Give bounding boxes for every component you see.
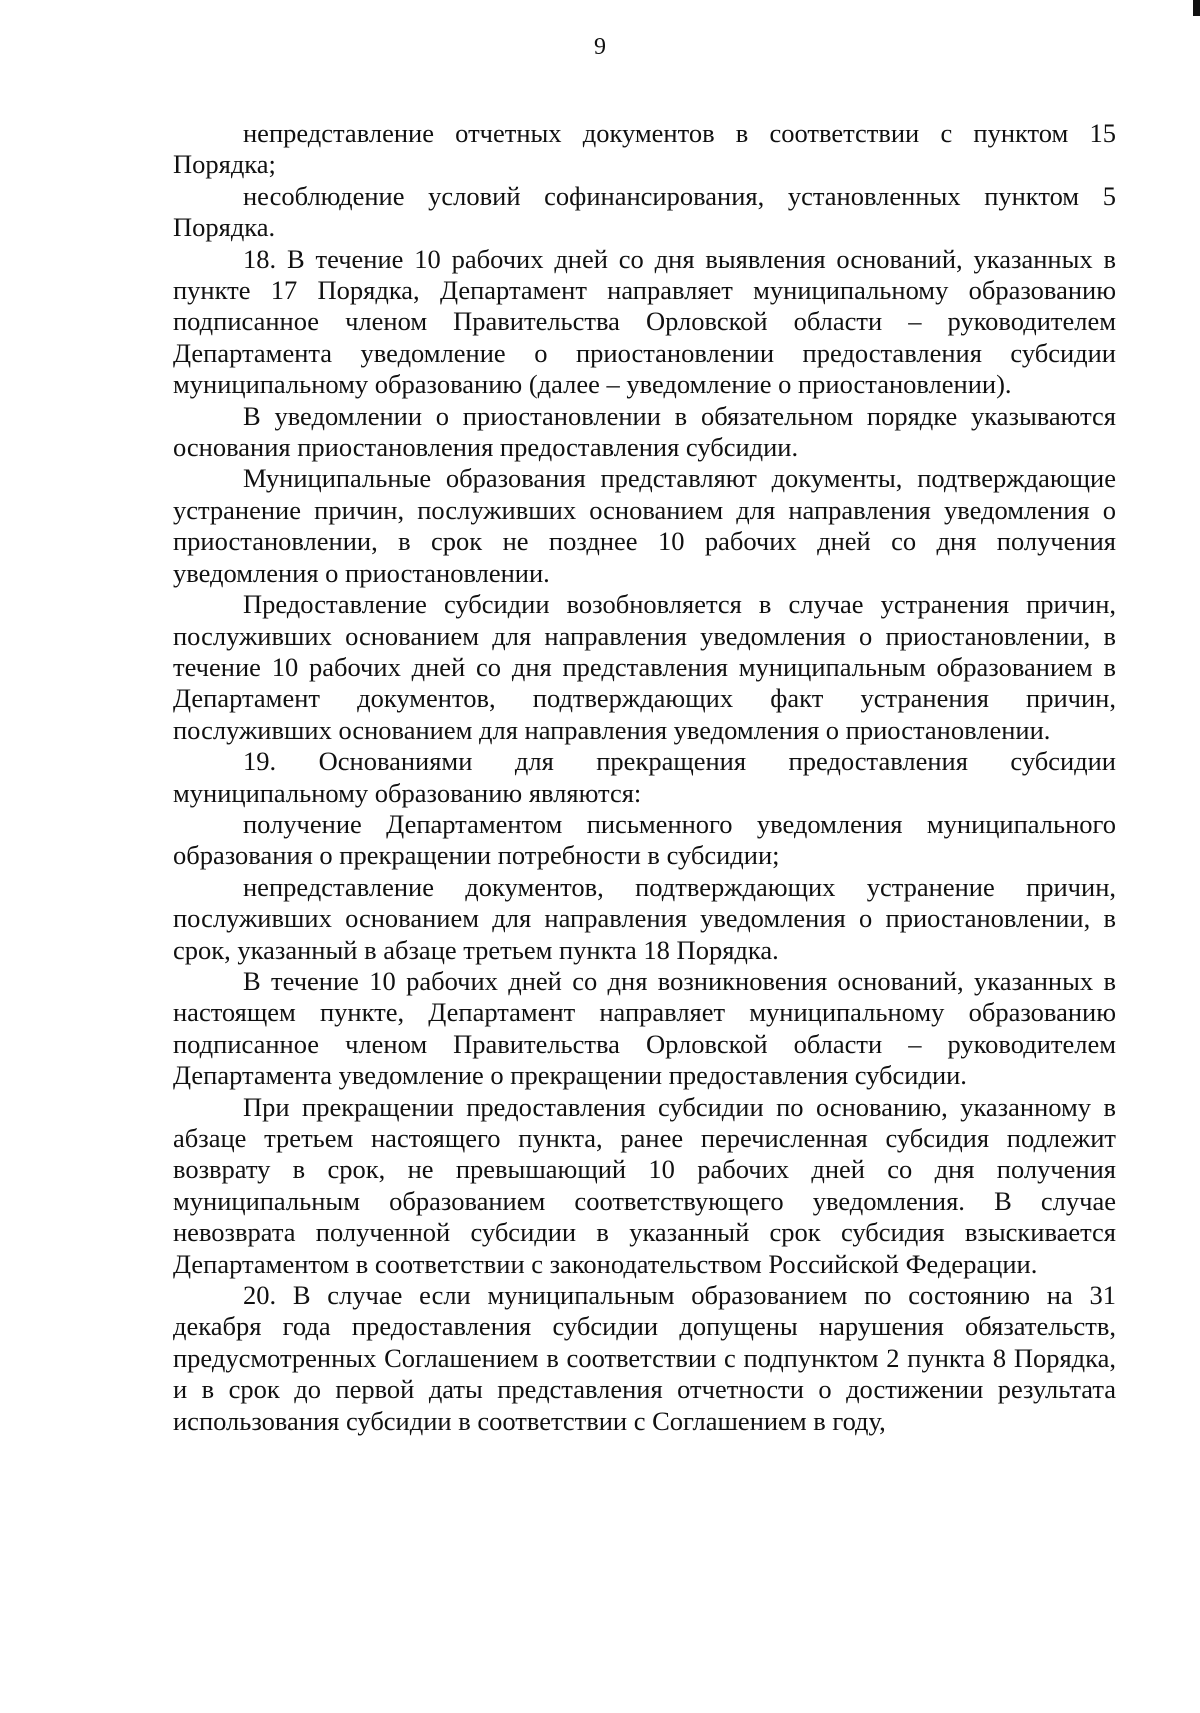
paragraph: несоблюдение условий софинансирования, установленных пунктом 5 Порядка. [173,180,1116,243]
paragraph: 20. В случае если муниципальным образованием по состоянию на 31 декабря года предоставления субсидии допущены нарушения обязательств, предусмотренных Соглашением в соответствии с подпунктом 2 пункта 8 Порядка, и в срок до первой даты представления отчетности о достижении результата использования субсидии в соответствии с Соглашением в году, [173,1280,1116,1436]
paragraph: 19. Основаниями для прекращения предоставления субсидии муниципальному образованию являются: [173,746,1116,808]
paragraph: В течение 10 рабочих дней со дня возникновения оснований, указанных в настоящем пункте, Департамент направляет муниципальному образованию подписанное членом Правительства Орловской области – руководителем Департамента уведомление о прекращении предоставления субсидии. [173,965,1116,1091]
paragraph: непредставление документов, подтверждающих устранение причин, послуживших основанием для направления уведомления о приостановлении, в срок, указанный в абзаце третьем пункта 18 Порядка. [173,871,1116,965]
paragraph: При прекращении предоставления субсидии по основанию, указанному в абзаце третьем настоящего пункта, ранее перечисленная субсидия подлежит возврату в срок, не превышающий 10 рабочих дней со дня получения муниципальным образованием соответствующего уведомления. В случае невозврата полученной субсидии в указанный срок субсидия взыскивается Департаментом в соответствии с законодательством Российской Федерации. [173,1091,1116,1279]
scan-edge-mark [1193,0,1200,16]
paragraph: получение Департаментом письменного уведомления муниципального образования о прекращении потребности в субсидии; [173,808,1116,871]
paragraph: В уведомлении о приостановлении в обязательном порядке указываются основания приостановления предоставления субсидии. [173,400,1116,463]
paragraph: Предоставление субсидии возобновляется в случае устранения причин, послуживших основанием для направления уведомления о приостановлении, в течение 10 рабочих дней со дня представления муниципальным образованием в Департамент документов, подтверждающих факт устранения причин, послуживших основанием для направления уведомления о приостановлении. [173,589,1116,745]
document-body [173,118,1116,1437]
paragraph: непредставление отчетных документов в соответствии с пунктом 15 Порядка; [173,118,1116,180]
paragraph: 18. В течение 10 рабочих дней со дня выявления оснований, указанных в пункте 17 Порядка, Департамент направляет муниципальному образованию подписанное членом Правительства Орловской области – руководителем Департамента уведомление о приостановлении предоставления субсидии муниципальному образованию (далее – уведомление о приостановлении). [173,243,1116,400]
paragraph: Муниципальные образования представляют документы, подтверждающие устранение причин, послуживших основанием для направления уведомления о приостановлении, в срок не позднее 10 рабочих дней со дня получения уведомления о приостановлении. [173,463,1116,588]
page-number: 9 [594,34,606,60]
